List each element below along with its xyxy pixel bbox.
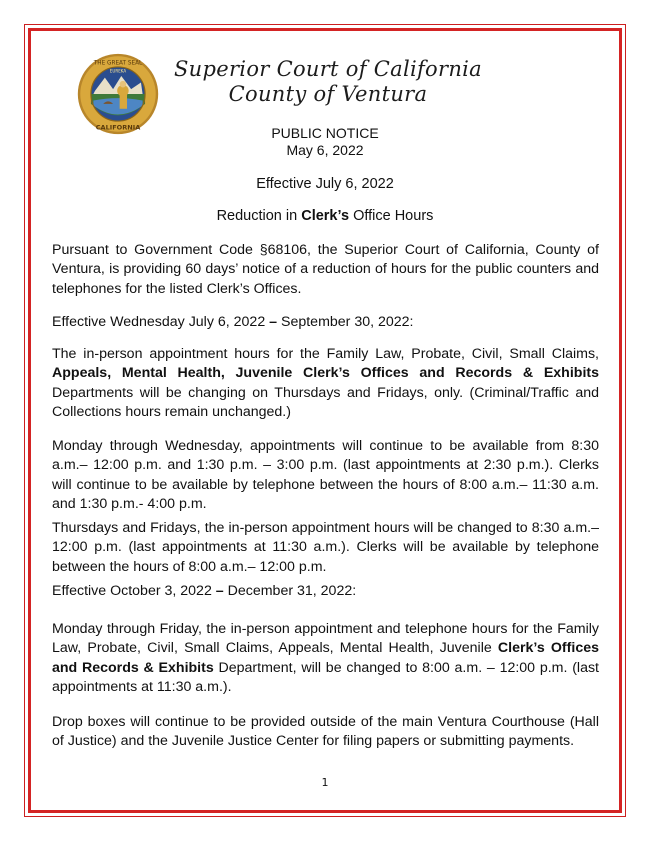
notice-date: May 6, 2022 (286, 142, 364, 158)
paragraph-mon-fri: Monday through Friday, the in-person appointment and telephone hours for the Family Law, Probate, Civil, Small Claims, Appeals, Mental Health, Juvenile Clerk’s Offices and Records & Exhibits Department, will be changed to 8:00 a.m. – 12:00 p.m. (last appointments at 11:30 a.m.). (52, 621, 600, 695)
reduction-heading: Reduction in Clerk’s Office Hours (216, 208, 434, 224)
notice-title: PUBLIC NOTICE (271, 125, 379, 141)
svg-text:EUREKA: EUREKA (109, 68, 127, 74)
paragraph-drop-boxes: Drop boxes will continue to be provided outside of the main Ventura Courthouse (Hall of Justice) and the Juvenile Justice Center for filing papers or submitting payments. (52, 714, 599, 750)
svg-text:CALIFORNIA: CALIFORNIA (95, 123, 141, 132)
paragraph-period-1: Effective Wednesday July 6, 2022 – September 30, 2022: (52, 314, 414, 330)
paragraph-thu-fri: Thursdays and Fridays, the in-person appointment hours will be changed to 8:30 a.m.– 12:00 p.m. (last appointments at 11:30 a.m.). Clerks will be available by telephone between the hours of 8:00 a.m.– 12:00 p.m. (52, 520, 599, 575)
paragraph-mon-wed: Monday through Wednesday, appointments will continue to be available from 8:30 a.m.– 12:00 p.m. and 1:30 p.m. – 3:00 p.m. (last appointments at 2:30 p.m.). Clerks will continue to be available by telephone between the hours of 8:00 a.m.– 11:30 a.m. and 1:30 p.m.- 4:00 p.m. (52, 438, 599, 512)
svg-text:THE GREAT SEAL: THE GREAT SEAL (93, 60, 143, 67)
california-great-seal-icon (77, 53, 159, 135)
effective-date: Effective July 6, 2022 (256, 176, 394, 192)
page-number: 1 (321, 776, 329, 789)
paragraph-intro: Pursuant to Government Code §68106, the Superior Court of California, County of Ventura, is providing 60 days’ notice of a reduction of hours for the public counters and telephones for the listed Clerk’s Offices. (52, 242, 599, 297)
paragraph-departments: The in-person appointment hours for the Family Law, Probate, Civil, Small Claims, Appeals, Mental Health, Juvenile Clerk’s Offices and Records & Exhibits Departments will be changing on Thursdays and Fridays, only. (Criminal/Traffic and Collections hours remain unchanged.) (52, 346, 599, 420)
paragraph-period-2: Effective October 3, 2022 – December 31, 2022: (52, 583, 357, 599)
court-name: Superior Court of California (173, 57, 482, 81)
county-name: County of Ventura (228, 82, 428, 106)
